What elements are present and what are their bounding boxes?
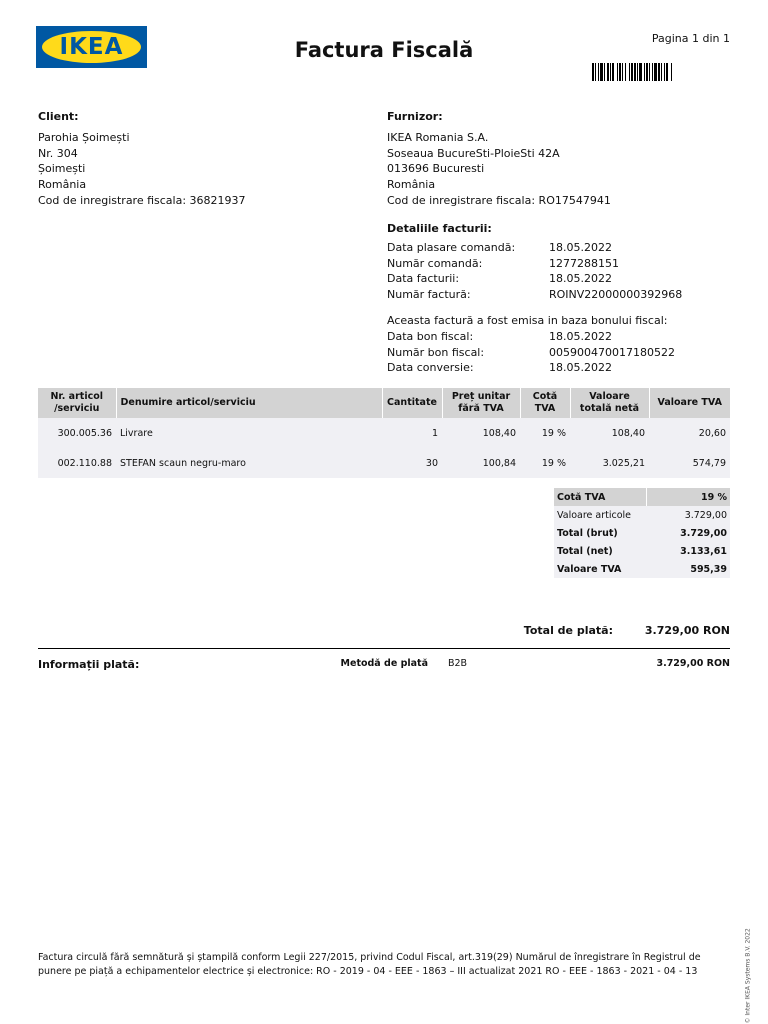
cell-article: 300.005.36 xyxy=(38,418,116,448)
cell-net: 108,40 xyxy=(570,418,649,448)
legal-footer-note: Factura circulă fără semnătură și ștampilă conform Legii 227/2015, privind Codul Fiscal, art.319(29) Numărul de înregistrare în Registrul de punere pe piață a echipamentelor electrice și electronice: RO - 2019 - 04 - EEE - 1863 – III actualizat 2021 RO - EEE - 1863 - 2021 - 04 - 13 xyxy=(38,952,701,977)
summary-label: Valoare articole xyxy=(554,506,646,524)
summary-row xyxy=(554,542,730,560)
summary-label: Total (net) xyxy=(554,542,646,560)
summary-label: Total (brut) xyxy=(554,524,646,542)
barcode-stripe xyxy=(672,63,673,81)
summary-label: Valoare TVA xyxy=(554,560,646,578)
summary-value: 3.729,00 xyxy=(646,524,730,542)
receipt-details-list xyxy=(387,329,730,377)
cell-qty: 1 xyxy=(382,418,442,448)
detail-label: Data facturii: xyxy=(387,272,460,286)
supplier-street: Soseaua BucureSti-PloieSti 42A xyxy=(387,146,560,160)
col-article-header-line1: Nr. articol xyxy=(50,391,103,402)
total-due-value: 3.729,00 RON xyxy=(644,624,730,637)
col-net-header xyxy=(570,388,649,418)
supplier-address xyxy=(387,130,727,209)
payment-method-value: B2B xyxy=(448,658,468,669)
col-net-header-line2: totală netă xyxy=(579,403,640,414)
vat-summary-table xyxy=(554,488,730,578)
col-price-header-line1: Preț unitar xyxy=(451,391,511,402)
detail-value: 18.05.2022 xyxy=(549,241,612,254)
summary-header-row xyxy=(554,488,730,506)
receipt-note: Aceasta factură a fost emisa in baza bonului fiscal: xyxy=(387,314,668,327)
barcode xyxy=(592,63,730,81)
supplier-heading: Furnizor: xyxy=(387,110,443,123)
supplier-name: IKEA Romania S.A. xyxy=(387,131,489,144)
summary-row xyxy=(554,524,730,542)
cell-name: STEFAN scaun negru-maro xyxy=(116,448,382,478)
summary-value: 19 % xyxy=(646,488,730,506)
detail-value: 1277288151 xyxy=(549,256,619,270)
col-qty-header: Cantitate xyxy=(382,388,442,418)
client-address xyxy=(38,130,338,209)
summary-row xyxy=(554,506,730,524)
page-indicator: Pagina 1 din 1 xyxy=(651,32,730,45)
cell-vat-rate: 19 % xyxy=(520,448,570,478)
page-title: Factura Fiscală xyxy=(294,38,474,62)
summary-value: 595,39 xyxy=(646,560,730,578)
receipt-value: 18.05.2022 xyxy=(549,361,612,375)
payment-method-label: Metodă de plată xyxy=(340,658,428,669)
cell-article: 002.110.88 xyxy=(38,448,116,478)
receipt-value: 005900470017180522 xyxy=(549,345,675,359)
cell-qty: 30 xyxy=(382,448,442,478)
client-country: România xyxy=(38,178,87,192)
cell-price: 108,40 xyxy=(442,418,520,448)
invoice-details-list xyxy=(387,240,730,304)
payment-amount: 3.729,00 RON xyxy=(656,658,730,669)
detail-label: Data plasare comandă: xyxy=(387,241,516,254)
detail-label: Număr factură: xyxy=(387,288,471,302)
receipt-label: Data conversie: xyxy=(387,361,474,375)
receipt-label: Data bon fiscal: xyxy=(387,330,474,343)
cell-vat: 20,60 xyxy=(649,418,730,448)
supplier-country: România xyxy=(387,178,436,192)
cell-name: Livrare xyxy=(116,418,382,448)
table-row xyxy=(38,448,730,478)
cell-vat-rate: 19 % xyxy=(520,418,570,448)
logo-text: IKEA xyxy=(59,34,124,60)
col-price-header-line2: fără TVA xyxy=(458,403,504,414)
client-name: Parohia Șoimești xyxy=(38,131,130,144)
detail-value: 18.05.2022 xyxy=(549,272,612,286)
receipt-label: Număr bon fiscal: xyxy=(387,345,485,359)
invoice-details-heading: Detaliile facturii: xyxy=(387,222,492,235)
col-net-header-line1: Valoare xyxy=(589,391,630,402)
summary-value: 3.729,00 xyxy=(646,506,730,524)
col-name-header: Denumire articol/serviciu xyxy=(116,388,382,418)
supplier-city: 013696 Bucuresti xyxy=(387,162,485,176)
cell-price: 100,84 xyxy=(442,448,520,478)
col-vat-value-header: Valoare TVA xyxy=(649,388,730,418)
receipt-value: 18.05.2022 xyxy=(549,330,612,343)
cell-vat: 574,79 xyxy=(649,448,730,478)
supplier-tax-id: Cod de inregistrare fiscala: RO17547941 xyxy=(387,193,611,207)
summary-row xyxy=(554,560,730,578)
summary-value: 3.133,61 xyxy=(646,542,730,560)
items-header-row xyxy=(38,388,730,418)
client-tax-id: Cod de inregistrare fiscala: 36821937 xyxy=(38,193,246,207)
col-vat-rate-header: Cotă TVA xyxy=(520,388,570,418)
client-heading: Client: xyxy=(38,110,79,123)
client-city: Șoimești xyxy=(38,162,86,176)
payment-info-heading: Informații plată: xyxy=(38,658,140,671)
col-article-header-line2: /serviciu xyxy=(54,403,100,414)
col-article-header xyxy=(38,388,116,418)
detail-label: Număr comandă: xyxy=(387,256,483,270)
items-table xyxy=(38,388,730,478)
divider xyxy=(38,648,730,649)
table-row xyxy=(38,418,730,448)
copyright-notice: © Inter IKEA Systems B.V. 2022 xyxy=(744,928,752,1024)
detail-value: ROINV22000000392968 xyxy=(549,288,683,302)
total-due-label: Total de plată: xyxy=(523,624,613,637)
client-street: Nr. 304 xyxy=(38,146,78,160)
cell-net: 3.025,21 xyxy=(570,448,649,478)
col-price-header xyxy=(442,388,520,418)
summary-label: Cotă TVA xyxy=(554,488,646,506)
